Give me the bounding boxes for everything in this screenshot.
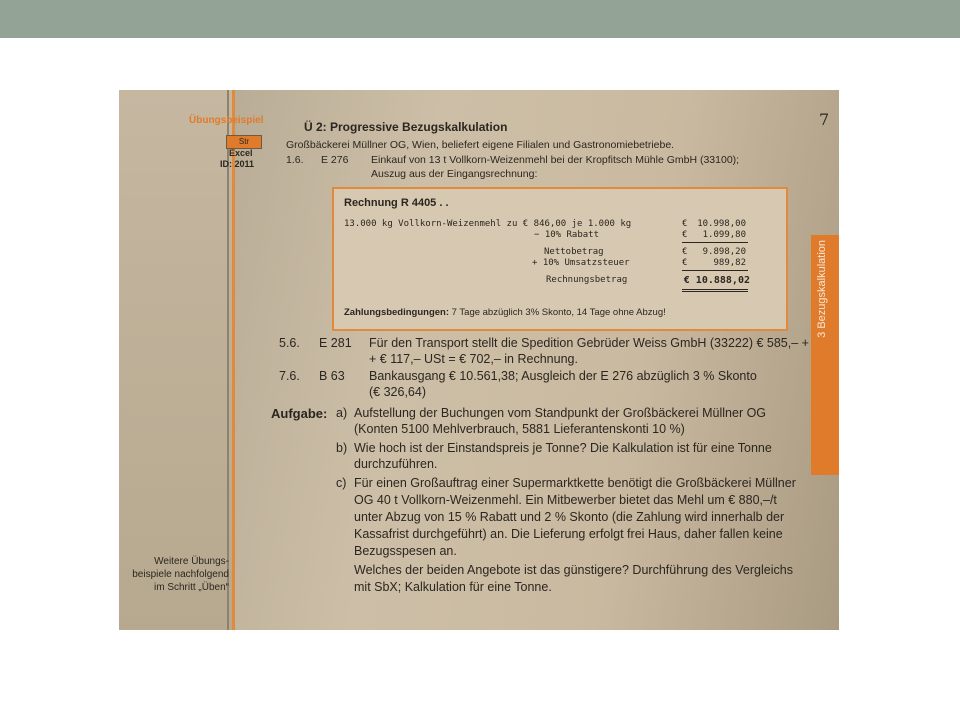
side-note: beispiele nachfolgend	[132, 569, 229, 580]
str-badge: Str	[226, 135, 262, 149]
payment-conditions-text: 7 Tage abzüglich 3% Skonto, 14 Tage ohne Abzug!	[451, 307, 666, 318]
task-text: OG 40 t Vollkorn-Weizenmehl. Ein Mitbewerber bietet das Mehl um € 880,–/t	[354, 493, 777, 507]
entry-date: 7.6.	[279, 369, 300, 383]
invoice-currency: €	[682, 258, 688, 268]
invoice-box	[332, 187, 788, 331]
task-text: Für einen Großauftrag einer Supermarktkette benötigt die Großbäckerei Müllner	[354, 476, 796, 490]
invoice-title: Rechnung R 4405 . .	[344, 197, 449, 209]
exercise-intro: Großbäckerei Müllner OG, Wien, beliefert eigene Filialen und Gastronomiebetriebe.	[286, 139, 675, 151]
task-text: durchzuführen.	[354, 457, 438, 471]
invoice-line-label: − 10% Rabatt	[534, 230, 600, 240]
page-margin-column	[119, 90, 232, 630]
entry-text-2: + € 117,– USt = € 702,– in Rechnung.	[369, 352, 578, 366]
entry-text: Einkauf von 13 t Vollkorn-Weizenmehl bei der Kropfitsch Mühle GmbH (33100);	[371, 154, 740, 166]
margin-divider	[227, 90, 229, 630]
task-text: Wie hoch ist der Einstandspreis je Tonne? Die Kalkulation ist für eine Tonne	[354, 441, 772, 455]
entry-ref: B 63	[319, 369, 345, 383]
chapter-tab-label: 3 Bezugskalkulation	[816, 240, 828, 338]
entry-ref: E 276	[321, 154, 349, 166]
exercise-type-label: Übungsbeispiel	[189, 115, 264, 126]
invoice-currency: €	[682, 219, 688, 229]
invoice-total: € 10.888,02	[683, 275, 750, 286]
entry-text-2: Auszug aus der Eingangsrechnung:	[371, 168, 538, 180]
entry-text-2: (€ 326,64)	[369, 385, 426, 399]
entry-date: 5.6.	[279, 336, 300, 350]
side-note: Weitere Übungs-	[154, 556, 229, 567]
accent-rule	[232, 90, 235, 630]
invoice-line-label: + 10% Umsatzsteuer	[532, 258, 630, 268]
invoice-amount: 9.898,20	[702, 247, 746, 257]
invoice-item: 13.000 kg Vollkorn-Weizenmehl zu € 846,00 je 1.000 kg	[344, 219, 632, 229]
invoice-currency: €	[682, 247, 688, 257]
payment-conditions	[344, 307, 666, 318]
payment-conditions-label: Zahlungsbedingungen:	[344, 307, 450, 318]
task-letter: a)	[336, 406, 348, 420]
title-bar	[0, 0, 960, 38]
invoice-double-underline	[682, 289, 748, 290]
task-text: Kassafrist durchgeführt) an. Die Lieferung erfolgt frei Haus, daher fallen keine	[354, 527, 783, 541]
exercise-title: Ü 2: Progressive Bezugskalkulation	[304, 120, 508, 134]
book-page-photo	[119, 90, 839, 630]
task-letter: b)	[336, 441, 348, 455]
invoice-line-label: Nettobetrag	[544, 247, 604, 257]
invoice-amount: 1.099,80	[702, 230, 746, 240]
side-note: im Schritt „Üben“	[153, 582, 229, 593]
invoice-currency: €	[682, 230, 688, 240]
task-text: Bezugsspesen an.	[354, 544, 457, 558]
page-edge-number: 7	[819, 110, 830, 129]
task-text: mit SbX; Kalkulation für eine Tonne.	[354, 580, 552, 594]
entry-text: Bankausgang € 10.561,38; Ausgleich der E 276 abzüglich 3 % Skonto	[369, 369, 757, 383]
invoice-amount: 989,82	[713, 258, 746, 268]
invoice-double-underline	[682, 291, 748, 292]
task-text: Welches der beiden Angebote ist das günstigere? Durchführung des Vergleichs	[354, 563, 793, 577]
task-letter: c)	[336, 476, 347, 490]
entry-text: Für den Transport stellt die Spedition Gebrüder Weiss GmbH (33222) € 585,– +	[369, 336, 809, 350]
invoice-amount: 10.998,00	[697, 219, 746, 229]
invoice-underline	[682, 270, 748, 271]
task-label: Aufgabe:	[271, 406, 328, 421]
excel-label: Excel	[229, 148, 253, 158]
exercise-id: ID: 2011	[220, 159, 255, 169]
invoice-underline	[682, 242, 748, 243]
task-text: Aufstellung der Buchungen vom Standpunkt der Großbäckerei Müllner OG	[354, 406, 767, 420]
entry-ref: E 281	[319, 336, 352, 350]
invoice-line-label: Rechnungsbetrag	[546, 275, 628, 285]
task-text: unter Abzug von 15 % Rabatt und 2 % Skonto (die Zahlung wird innerhalb der	[354, 510, 785, 524]
entry-date: 1.6.	[286, 154, 304, 166]
task-text: (Konten 5100 Mehlverbrauch, 5881 Lieferantenskonti 10 %)	[354, 422, 685, 436]
